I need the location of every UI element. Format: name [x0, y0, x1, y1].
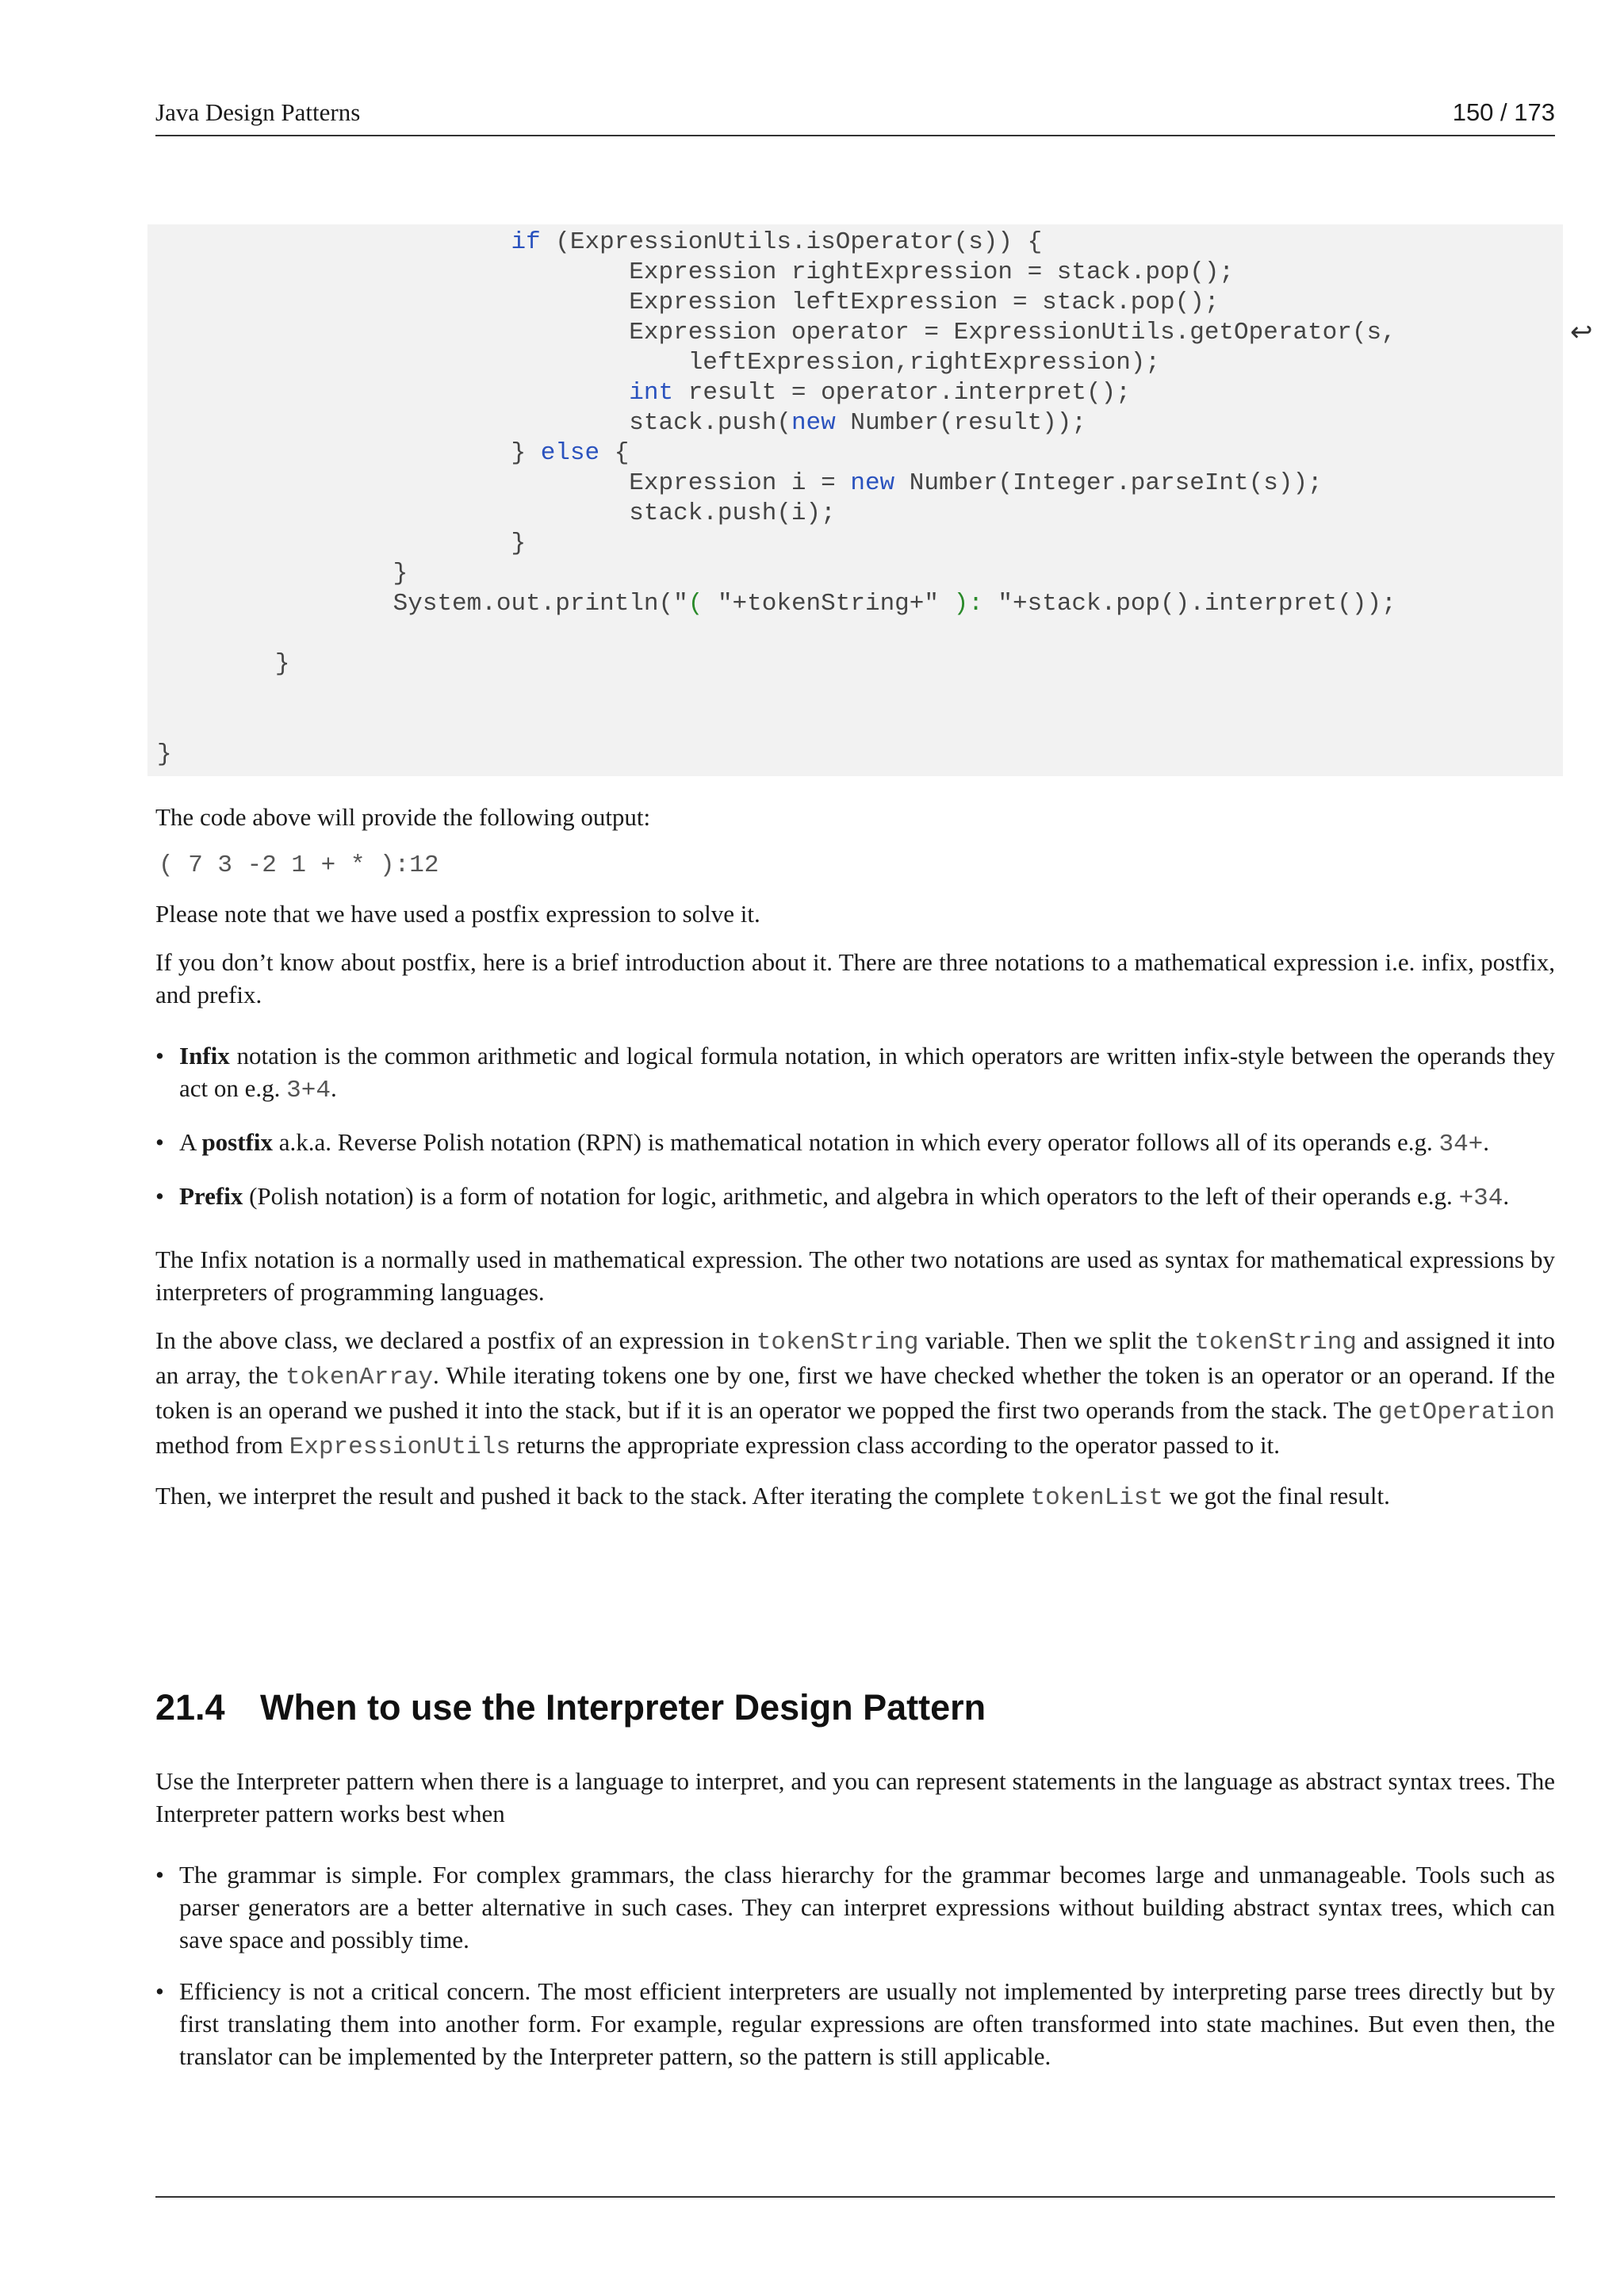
notation-list	[155, 1039, 1555, 1215]
code-tokenString: tokenString	[1194, 1329, 1357, 1357]
book-title: Java Design Patterns	[155, 98, 361, 126]
term-postfix: postfix	[201, 1128, 274, 1156]
paragraph-infix-usage: The Infix notation is a normally used in mathematical expression. The other two notations are used as syntax for mathematical expressions by interpreters of programming languages.	[155, 1246, 1555, 1306]
code-line: }	[157, 530, 527, 557]
code-tokenArray: tokenArray	[285, 1364, 434, 1391]
list-item-grammar: • The grammar is simple. For complex grammars, the class hierarchy for the grammar becomes large and unmanageable. Tools such as parser generators are a better alternative in such cases. They can interpret expressions without building abstract syntax trees, which can save space and possibly time.	[155, 1858, 1555, 1956]
code-line: System.out.println("( "+tokenString+" ): "+stack.pop().interpret());	[157, 590, 1396, 618]
code-line: stack.push(i);	[157, 499, 836, 527]
bullet: •	[155, 1977, 164, 2005]
infix-description: notation is the common arithmetic and logical formula notation, in which operators are written infix-style between the operands they act on e.g.	[179, 1042, 1555, 1102]
code-line: stack.push(new Number(result));	[157, 409, 1087, 437]
code-tokenList: tokenList	[1030, 1484, 1164, 1512]
code-listing	[157, 224, 1563, 770]
code-line: int result = operator.interpret();	[629, 379, 1131, 407]
paragraph-output-intro: The code above will provide the following output:	[155, 803, 651, 831]
code-line: }	[157, 650, 290, 678]
list-item-infix: • Infix notation is the common arithmetic and logical formula notation, in which operators are written infix-style between the operands they act on e.g. 3+4.	[155, 1039, 1555, 1107]
infix-example: 3+4	[286, 1077, 331, 1104]
bullet: •	[155, 1042, 164, 1070]
paragraph-when-to-use: Use the Interpreter pattern when there is a language to interpret, and you can represent statements in the language as abstract syntax trees. The Interpreter pattern works best when	[155, 1767, 1555, 1827]
prefix-example: +34	[1458, 1184, 1503, 1212]
prefix-description: (Polish notation) is a form of notation for logic, arithmetic, and algebra in which operators to the left of their operands e.g.	[243, 1182, 1459, 1210]
page-number: 150 / 173	[1452, 98, 1555, 126]
term-infix: Infix	[179, 1042, 230, 1070]
code-line: leftExpression,rightExpression);	[157, 349, 1161, 377]
code-line: Expression i = new Number(Integer.parseInt(s));	[157, 469, 1323, 497]
code-line: Expression operator = ExpressionUtils.getOperator(s,	[157, 319, 1396, 346]
postfix-description: a.k.a. Reverse Polish notation (RPN) is mathematical notation in which every operator follows all of its operands e.g.	[273, 1128, 1439, 1156]
bullet: •	[155, 1182, 164, 1210]
bullet: •	[155, 1861, 164, 1888]
bullet: •	[155, 1128, 164, 1156]
code-line: }	[157, 560, 408, 587]
body-lower	[155, 1765, 1555, 2101]
code-tokenString: tokenString	[756, 1329, 919, 1357]
code-ExpressionUtils: ExpressionUtils	[289, 1433, 511, 1461]
section-heading	[155, 1687, 986, 1728]
code-line: Expression leftExpression = stack.pop();	[157, 289, 1220, 316]
postfix-example: 34+	[1438, 1131, 1484, 1158]
code-getOperation: getOperation	[1377, 1399, 1555, 1426]
paragraph-postfix-note: Please note that we have used a postfix expression to solve it.	[155, 900, 760, 928]
section-title: When to use the Interpreter Design Pattern	[260, 1687, 986, 1728]
term-prefix: Prefix	[179, 1182, 243, 1210]
footer-rule	[155, 2196, 1555, 2198]
line-continuation-icon: ↩	[1570, 316, 1593, 348]
section-number: 21.4	[155, 1687, 225, 1728]
code-line: Expression rightExpression = stack.pop();	[157, 258, 1235, 286]
code-line: } else {	[157, 439, 630, 467]
program-output: ( 7 3 -2 1 + * ):12	[159, 851, 439, 879]
code-block	[147, 224, 1593, 776]
list-item-prefix: • Prefix (Polish notation) is a form of notation for logic, arithmetic, and algebra in which operators to the left of their operands e.g. +34.	[155, 1180, 1555, 1215]
list-item-postfix: • A postfix a.k.a. Reverse Polish notation (RPN) is mathematical notation in which every operator follows all of its operands e.g. 34+.	[155, 1126, 1555, 1161]
code-line: }	[157, 740, 172, 768]
list-item-efficiency: • Efficiency is not a critical concern. The most efficient interpreters are usually not implemented by interpreting parse trees directly but by first translating them into another form. For example, regular expressions are often transformed into state machines. But even then, the translator can be implemented by the Interpreter pattern, so the pattern is still applicable.	[155, 1975, 1555, 2072]
paragraph-notations-intro: If you don’t know about postfix, here is a brief introduction about it. There are three notations to a mathematical expression i.e. infix, postfix, and prefix.	[155, 948, 1555, 1008]
code-line: if (ExpressionUtils.isOperator(s)) {	[511, 228, 1043, 256]
page-header	[155, 98, 1555, 136]
paragraph-result: Then, we interpret the result and pushed it back to the stack. After iterating the complete tokenList we got the final result.	[155, 1482, 1390, 1512]
body-upper	[155, 801, 1555, 1530]
paragraph-class-explanation: In the above class, we declared a postfix of an expression in tokenString variable. Then we split the tokenString and assigned it into an array, the tokenArray. While iterating tokens one by one, first we have checked whether the token is an operator or an operand. If the token is an operand we pushed it into the stack, but if it is an operator we popped the first two operands from the stack. The getOperation method from ExpressionUtils returns the appropriate expression class according to the operator passed to it.	[155, 1326, 1555, 1461]
conditions-list	[155, 1858, 1555, 2072]
